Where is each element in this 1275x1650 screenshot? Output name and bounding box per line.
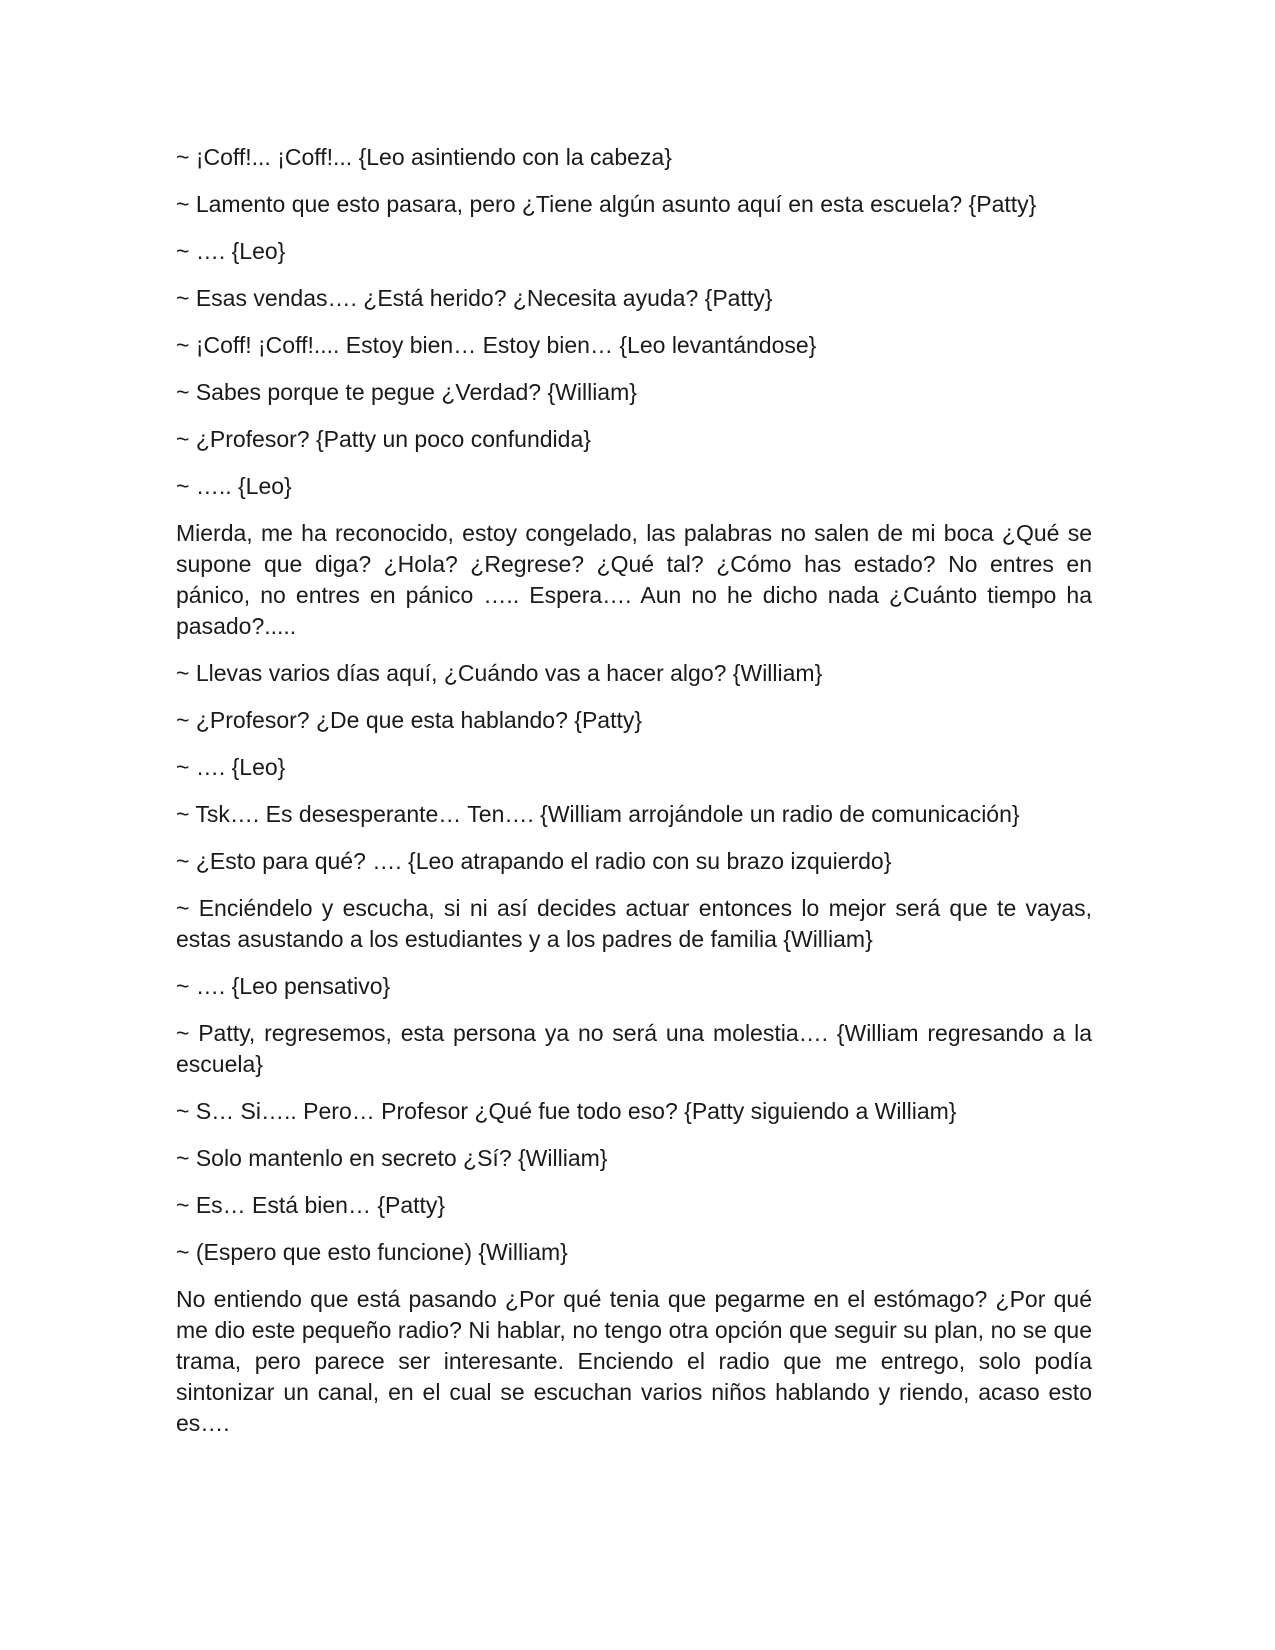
dialogue-line: ~ Esas vendas…. ¿Está herido? ¿Necesita ayuda? {Patty} xyxy=(176,285,773,311)
dialogue-line: ~ Enciéndelo y escucha, si ni así decides actuar entonces lo mejor será que te vayas, estas asustando a los estudiantes y a los padres de familia {William} xyxy=(176,895,1092,952)
dialogue-line: ~ (Espero que esto funcione) {William} xyxy=(176,1239,568,1265)
dialogue-line: ~ ¿Profesor? {Patty un poco confundida} xyxy=(176,426,591,452)
document-body xyxy=(176,142,1092,1455)
narration-paragraph: No entiendo que está pasando ¿Por qué tenia que pegarme en el estómago? ¿Por qué me dio este pequeño radio? Ni hablar, no tengo otra opción que seguir su plan, no se que trama, pero parece ser interesante. Enciendo el radio que me entrego, solo podía sintonizar un canal, en el cual se escuchan varios niños hablando y riendo, acaso esto es…. xyxy=(176,1286,1092,1436)
dialogue-line: ~ Llevas varios días aquí, ¿Cuándo vas a hacer algo? {William} xyxy=(176,660,823,686)
dialogue-line: ~ …. {Leo} xyxy=(176,238,286,264)
dialogue-line: ~ ¡Coff! ¡Coff!.... Estoy bien… Estoy bien… {Leo levantándose} xyxy=(176,332,817,358)
dialogue-line: ~ Solo mantenlo en secreto ¿Sí? {William} xyxy=(176,1145,608,1171)
dialogue-line: ~ ¡Coff!... ¡Coff!... {Leo asintiendo con la cabeza} xyxy=(176,144,672,170)
dialogue-line: ~ …. {Leo pensativo} xyxy=(176,973,391,999)
dialogue-line: ~ …. {Leo} xyxy=(176,754,286,780)
narration-paragraph: Mierda, me ha reconocido, estoy congelado, las palabras no salen de mi boca ¿Qué se supone que diga? ¿Hola? ¿Regrese? ¿Qué tal? ¿Cómo has estado? No entres en pánico, no entres en pánico ….. Espera…. Aun no he dicho nada ¿Cuánto tiempo ha pasado?..... xyxy=(176,520,1092,639)
dialogue-line: ~ Sabes porque te pegue ¿Verdad? {William} xyxy=(176,379,637,405)
dialogue-line: ~ ¿Esto para qué? …. {Leo atrapando el radio con su brazo izquierdo} xyxy=(176,848,892,874)
dialogue-line: ~ Lamento que esto pasara, pero ¿Tiene algún asunto aquí en esta escuela? {Patty} xyxy=(176,191,1037,217)
dialogue-line: ~ S… Si….. Pero… Profesor ¿Qué fue todo eso? {Patty siguiendo a William} xyxy=(176,1098,957,1124)
dialogue-line: ~ ¿Profesor? ¿De que esta hablando? {Patty} xyxy=(176,707,643,733)
dialogue-line: ~ Patty, regresemos, esta persona ya no será una molestia…. {William regresando a la escuela} xyxy=(176,1020,1092,1077)
dialogue-line: ~ Tsk…. Es desesperante… Ten…. {William arrojándole un radio de comunicación} xyxy=(176,801,1020,827)
dialogue-line: ~ Es… Está bien… {Patty} xyxy=(176,1192,446,1218)
dialogue-line: ~ ….. {Leo} xyxy=(176,473,292,499)
